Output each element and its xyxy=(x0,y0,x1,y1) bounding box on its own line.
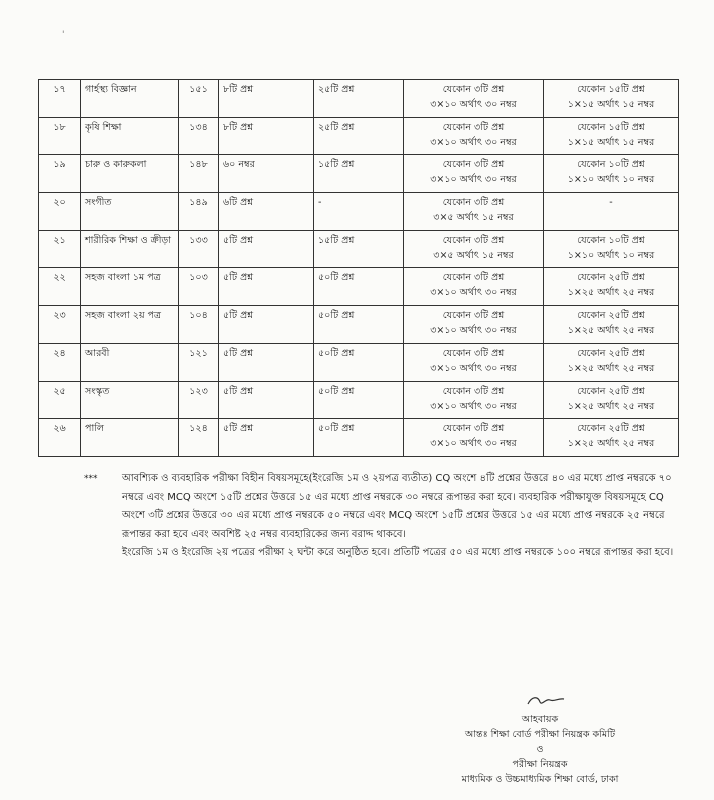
creative-answer-cell-text: ৩×১০ অর্থাৎ ৩০ নম্বর xyxy=(430,99,517,110)
subject-cell-text: সংস্কৃত xyxy=(85,385,110,397)
creative-answer-cell-text: ৩×১০ অর্থাৎ ৩০ নম্বর xyxy=(430,174,517,186)
creative-answer-cell-text: যেকোন ৩টি প্রশ্ন xyxy=(442,347,505,359)
mcq-answer-cell-text: ১×২৫ অর্থাৎ ২৫ নম্বর xyxy=(567,362,655,374)
subject-cell-text: সহজ বাংলা ১ম পত্র xyxy=(85,272,161,284)
creative-answer-cell xyxy=(404,117,544,155)
creative-answer-cell xyxy=(404,80,544,118)
creative-answer-cell-text: ৩×১০ অর্থাৎ ৩০ নম্বর xyxy=(430,362,517,374)
subject-cell-text: পালি xyxy=(85,423,104,435)
note-marker: *** xyxy=(84,474,98,484)
subject-cell-text: সহজ বাংলা ২য় পত্র xyxy=(85,310,161,322)
creative-questions-cell-text: ৫টি প্রশ্ন xyxy=(223,347,254,359)
creative-answer-cell-text: যেকোন ৩টি প্রশ্ন xyxy=(442,385,505,397)
mcq-questions-cell-text: - xyxy=(318,197,322,209)
mcq-questions-cell xyxy=(314,268,404,306)
code-cell-text: ১৩৪ xyxy=(189,121,208,133)
mcq-answer-cell-text: যেকোন ১০টি প্রশ্ন xyxy=(577,234,645,246)
note-paragraph-1: আবশ্যিক ও ব্যবহারিক পরীক্ষা বিহীন বিষয়সমূহে(ইংরেজি ১ম ও ২য়পত্র ব্যতীত) CQ অংশে ৪টি প্রশ্নের উত্তরে ৪০ এর মধ্যে প্রাপ্ত নম্বরকে ৭০ নম্বরে এবং MCQ অংশে ১৫টি প্রশ্নের উত্তরে ১৫ এর মধ্যে প্রাপ্ত নম্বরকে ৩০ নম্বরে রূপান্তর করা হবে। ব্যবহারিক পরীক্ষাযুক্ত বিষয়সমূহে CQ অংশে ৩টি প্রশ্নের উত্তরে ৩০ এর মধ্যে প্রাপ্ত নম্বরকে ৫০ নম্বরে এবং MCQ অংশে ১৫টি প্রশ্নের উত্তরে ১৫ এর মধ্যে প্রাপ্ত নম্বরকে ২৫ নম্বরে রূপান্তর করা হবে এবং অবশিষ্ট ২৫ নম্বর ব্যবহারিকের জন্য বরাদ্দ থাকবে। xyxy=(122,473,672,540)
subject-cell-text: গার্হস্থ্য বিজ্ঞান xyxy=(85,84,137,95)
mcq-answer-cell-text: ১×১০ অর্থাৎ ১০ নম্বর xyxy=(567,174,655,186)
creative-questions-cell-text: ৮টি প্রশ্ন xyxy=(223,121,254,133)
creative-answer-cell-text: যেকোন ৩টি প্রশ্ন xyxy=(442,423,505,435)
mcq-answer-cell-text: যেকোন ২৫টি প্রশ্ন xyxy=(577,423,645,435)
mcq-questions-cell xyxy=(314,419,404,457)
creative-questions-cell-text: ৮টি প্রশ্ন xyxy=(223,84,254,95)
code-cell xyxy=(179,155,219,193)
mcq-questions-cell-text: ৫০টি প্রশ্ন xyxy=(318,385,355,397)
mcq-answer-cell-text: ১×১৫ অর্থাৎ ১৫ নম্বর xyxy=(567,136,655,148)
serial-cell-text: ১৭ xyxy=(53,84,66,95)
mcq-answer-cell xyxy=(544,419,679,457)
creative-answer-cell xyxy=(404,155,544,193)
mcq-questions-cell-text: ১৫টি প্রশ্ন xyxy=(318,159,355,171)
mcq-answer-cell-text: যেকোন ১৫টি প্রশ্ন xyxy=(577,121,645,133)
mcq-questions-cell xyxy=(314,381,404,419)
mcq-answer-cell xyxy=(544,193,679,231)
code-cell-text: ১৫১ xyxy=(189,84,208,95)
serial-cell xyxy=(39,155,81,193)
creative-questions-cell xyxy=(219,381,314,419)
creative-answer-cell-text: যেকোন ৩টি প্রশ্ন xyxy=(442,84,505,95)
mcq-answer-cell-text: যেকোন ২৫টি প্রশ্ন xyxy=(577,385,645,397)
creative-questions-cell xyxy=(219,343,314,381)
table-row xyxy=(39,193,679,231)
serial-cell xyxy=(39,230,81,268)
serial-cell-text: ২৬ xyxy=(53,423,66,435)
signatory-board: মাধ্যমিক ও উচ্চমাধ্যমিক শিক্ষা বোর্ড, ঢাকা xyxy=(461,774,619,785)
mcq-questions-cell xyxy=(314,155,404,193)
mcq-answer-cell-text: ১×১০ অর্থাৎ ১০ নম্বর xyxy=(567,249,655,261)
mcq-answer-cell-text: ১×২৫ অর্থাৎ ২৫ নম্বর xyxy=(567,400,655,412)
subject-cell xyxy=(81,117,179,155)
subject-cell xyxy=(81,230,179,268)
serial-cell-text: ২১ xyxy=(53,234,66,246)
creative-questions-cell xyxy=(219,268,314,306)
code-cell-text: ১২১ xyxy=(189,347,208,359)
mcq-questions-cell-text: ৫০টি প্রশ্ন xyxy=(318,347,355,359)
code-cell xyxy=(179,306,219,344)
mcq-answer-cell-text: যেকোন ২৫টি প্রশ্ন xyxy=(577,347,645,359)
signature-scribble xyxy=(380,690,700,710)
signatory-committee: আন্তঃ শিক্ষা বোর্ড পরীক্ষা নিয়ন্ত্রক কমিটি xyxy=(464,729,616,740)
code-cell xyxy=(179,419,219,457)
creative-answer-cell-text: ৩×১০ অর্থাৎ ৩০ নম্বর xyxy=(430,400,517,412)
mcq-answer-cell xyxy=(544,155,679,193)
subject-cell xyxy=(81,268,179,306)
mcq-questions-cell-text: ৫০টি প্রশ্ন xyxy=(318,423,355,435)
mcq-questions-cell-text: ২৫টি প্রশ্ন xyxy=(318,84,355,95)
mcq-questions-cell-text: ২৫টি প্রশ্ন xyxy=(318,121,355,133)
creative-answer-cell-text: যেকোন ৩টি প্রশ্ন xyxy=(442,197,505,209)
serial-cell-text: ১৮ xyxy=(53,121,66,133)
table-row xyxy=(39,306,679,344)
serial-cell-text: ২৪ xyxy=(53,347,66,359)
mcq-questions-cell xyxy=(314,343,404,381)
mcq-questions-cell-text: ৫০টি প্রশ্ন xyxy=(318,272,355,284)
subject-cell xyxy=(81,381,179,419)
signatory-and: ও xyxy=(536,744,544,755)
serial-cell xyxy=(39,268,81,306)
creative-questions-cell-text: ৫টি প্রশ্ন xyxy=(223,423,254,435)
creative-answer-cell-text: ৩×১০ অর্থাৎ ৩০ নম্বর xyxy=(430,287,517,299)
table-row xyxy=(39,268,679,306)
mcq-questions-cell xyxy=(314,306,404,344)
creative-answer-cell xyxy=(404,306,544,344)
creative-questions-cell xyxy=(219,419,314,457)
mcq-answer-cell-text: ১×২৫ অর্থাৎ ২৫ নম্বর xyxy=(567,287,655,299)
creative-questions-cell-text: ৫টি প্রশ্ন xyxy=(223,234,254,246)
creative-answer-cell-text: ৩×১০ অর্থাৎ ৩০ নম্বর xyxy=(430,438,517,450)
signatory-role: আহবায়ক xyxy=(521,714,559,725)
creative-answer-cell-text: ৩×১০ অর্থাৎ ৩০ নম্বর xyxy=(430,136,517,148)
serial-cell xyxy=(39,117,81,155)
table-row xyxy=(39,80,679,118)
serial-cell xyxy=(39,343,81,381)
table-row xyxy=(39,230,679,268)
creative-answer-cell-text: যেকোন ৩টি প্রশ্ন xyxy=(442,272,505,284)
mcq-questions-cell-text: ১৫টি প্রশ্ন xyxy=(318,234,355,246)
creative-questions-cell xyxy=(219,306,314,344)
mcq-answer-cell xyxy=(544,117,679,155)
creative-questions-cell xyxy=(219,155,314,193)
table-row xyxy=(39,155,679,193)
serial-cell xyxy=(39,80,81,118)
code-cell xyxy=(179,230,219,268)
subject-cell xyxy=(81,155,179,193)
notes-section xyxy=(84,470,674,563)
creative-questions-cell-text: ৬০ নম্বর xyxy=(223,159,255,171)
mcq-answer-cell-text: যেকোন ২৫টি প্রশ্ন xyxy=(577,272,645,284)
code-cell xyxy=(179,80,219,118)
signature-block xyxy=(380,690,700,787)
subject-cell xyxy=(81,193,179,231)
serial-cell-text: ২৩ xyxy=(53,310,66,322)
code-cell-text: ১২৪ xyxy=(189,423,208,435)
creative-answer-cell-text: যেকোন ৩টি প্রশ্ন xyxy=(442,310,505,322)
mcq-answer-cell xyxy=(544,381,679,419)
creative-answer-cell xyxy=(404,419,544,457)
serial-cell-text: ২০ xyxy=(53,197,66,209)
code-cell xyxy=(179,117,219,155)
serial-cell xyxy=(39,381,81,419)
code-cell xyxy=(179,268,219,306)
table-row xyxy=(39,343,679,381)
subject-cell xyxy=(81,80,179,118)
code-cell-text: ১২৩ xyxy=(189,385,208,397)
mcq-questions-cell xyxy=(314,230,404,268)
creative-answer-cell xyxy=(404,343,544,381)
subject-cell-text: সংগীত xyxy=(85,197,112,209)
mcq-answer-cell-text: যেকোন ১৫টি প্রশ্ন xyxy=(577,84,645,95)
table-row xyxy=(39,419,679,457)
mcq-questions-cell xyxy=(314,80,404,118)
mcq-answer-cell-text: ১×২৫ অর্থাৎ ২৫ নম্বর xyxy=(567,438,655,450)
serial-cell xyxy=(39,419,81,457)
subject-cell-text: শারীরিক শিক্ষা ও ক্রীড়া xyxy=(85,234,171,246)
code-cell-text: ১০৩ xyxy=(189,272,208,284)
subject-cell xyxy=(81,419,179,457)
creative-questions-cell-text: ৬টি প্রশ্ন xyxy=(223,197,254,209)
mcq-answer-cell xyxy=(544,230,679,268)
code-cell-text: ১০৪ xyxy=(189,310,208,322)
table-row xyxy=(39,381,679,419)
serial-cell-text: ২২ xyxy=(53,272,66,284)
mcq-questions-cell-text: ৫০টি প্রশ্ন xyxy=(318,310,355,322)
serial-cell xyxy=(39,306,81,344)
creative-questions-cell xyxy=(219,80,314,118)
table-row xyxy=(39,117,679,155)
subject-cell-text: চারু ও কারুকলা xyxy=(85,159,147,171)
mcq-answer-cell-text: - xyxy=(609,197,613,209)
code-cell-text: ১৪৮ xyxy=(189,159,208,171)
code-cell-text: ১৪৯ xyxy=(189,197,208,209)
code-cell xyxy=(179,381,219,419)
subject-cell-text: আরবী xyxy=(85,347,110,359)
creative-questions-cell-text: ৫টি প্রশ্ন xyxy=(223,385,254,397)
mcq-answer-cell xyxy=(544,268,679,306)
code-cell-text: ১৩৩ xyxy=(189,234,208,246)
creative-answer-cell-text: যেকোন ৩টি প্রশ্ন xyxy=(442,121,505,133)
creative-answer-cell-text: যেকোন ৩টি প্রশ্ন xyxy=(442,234,505,246)
subject-cell-text: কৃষি শিক্ষা xyxy=(85,121,122,133)
creative-answer-cell-text: ৩×১০ অর্থাৎ ৩০ নম্বর xyxy=(430,325,517,337)
serial-cell xyxy=(39,193,81,231)
corner-mark: ' xyxy=(62,30,65,40)
code-cell xyxy=(179,193,219,231)
mcq-answer-cell xyxy=(544,306,679,344)
mcq-answer-cell-text: যেকোন ১০টি প্রশ্ন xyxy=(577,159,645,171)
serial-cell-text: ১৯ xyxy=(53,159,66,171)
creative-answer-cell-text: ৩×৫ অর্থাৎ ১৫ নম্বর xyxy=(433,212,514,224)
mcq-answer-cell xyxy=(544,343,679,381)
creative-questions-cell xyxy=(219,117,314,155)
creative-answer-cell xyxy=(404,230,544,268)
serial-cell-text: ২৫ xyxy=(53,385,66,397)
mcq-answer-cell-text: যেকোন ২৫টি প্রশ্ন xyxy=(577,310,645,322)
mcq-answer-cell-text: ১×১৫ অর্থাৎ ১৫ নম্বর xyxy=(567,99,655,110)
note-paragraph-2: ইংরেজি ১ম ও ইংরেজি ২য় পত্রের পরীক্ষা ২ ঘন্টা করে অনুষ্ঠিত হবে। প্রতিটি পত্রের ৫০ এর মধ্যে প্রাপ্ত নম্বরকে ১০০ নম্বরে রূপান্তর করা হবে। xyxy=(122,547,674,558)
creative-answer-cell-text: যেকোন ৩টি প্রশ্ন xyxy=(442,159,505,171)
creative-questions-cell-text: ৫টি প্রশ্ন xyxy=(223,272,254,284)
signatory-title: পরীক্ষা নিয়ন্ত্রক xyxy=(512,759,568,770)
creative-answer-cell xyxy=(404,193,544,231)
subject-cell xyxy=(81,306,179,344)
creative-questions-cell xyxy=(219,193,314,231)
creative-questions-cell xyxy=(219,230,314,268)
mcq-answer-cell xyxy=(544,80,679,118)
creative-answer-cell-text: ৩×৫ অর্থাৎ ১৫ নম্বর xyxy=(433,249,514,261)
mcq-answer-cell-text: ১×২৫ অর্থাৎ ২৫ নম্বর xyxy=(567,325,655,337)
subject-marks-table xyxy=(38,79,679,457)
mcq-questions-cell xyxy=(314,193,404,231)
creative-answer-cell xyxy=(404,268,544,306)
creative-questions-cell-text: ৫টি প্রশ্ন xyxy=(223,310,254,322)
code-cell xyxy=(179,343,219,381)
subject-cell xyxy=(81,343,179,381)
creative-answer-cell xyxy=(404,381,544,419)
mcq-questions-cell xyxy=(314,117,404,155)
